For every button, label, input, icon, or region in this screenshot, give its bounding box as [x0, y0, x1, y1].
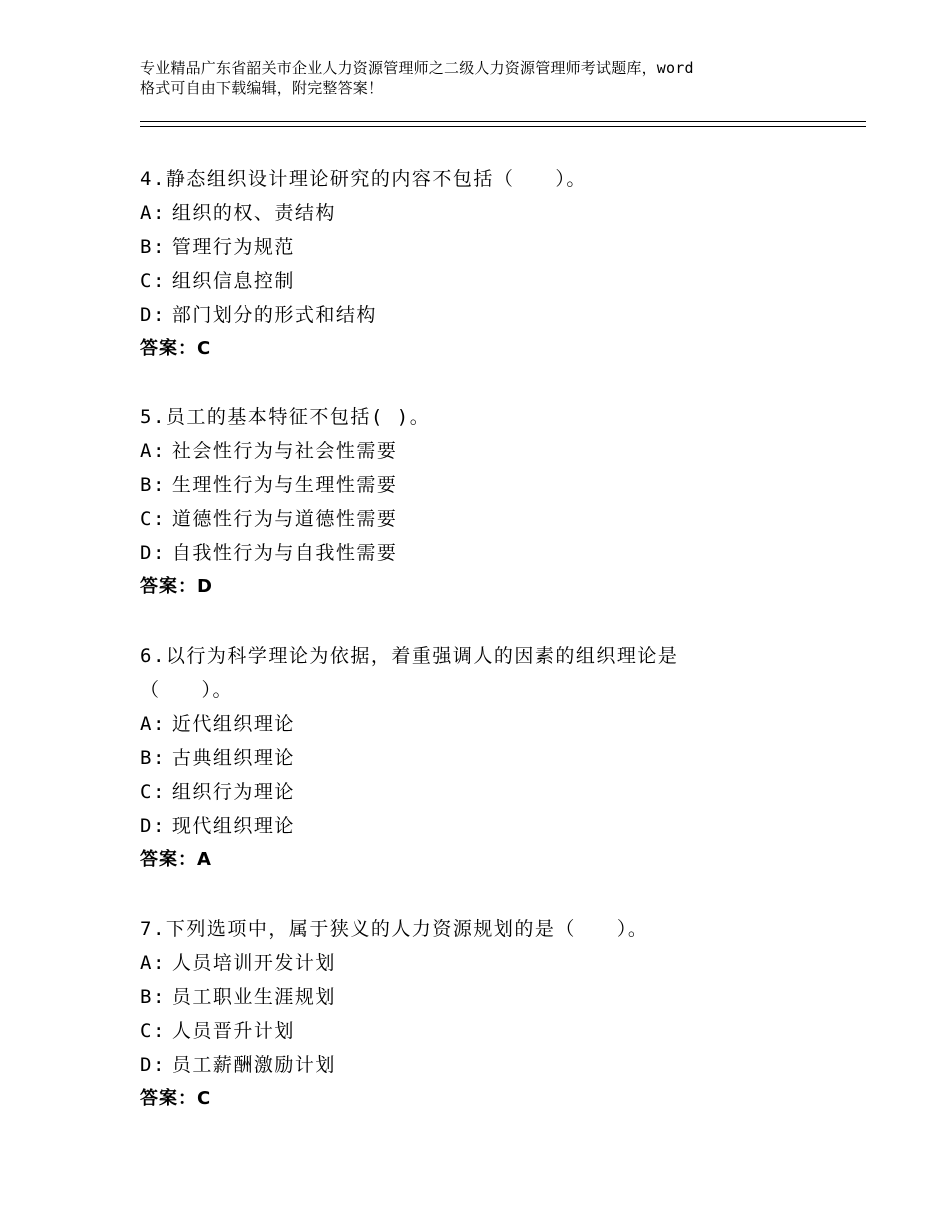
option-letter: C: [140, 1020, 166, 1042]
option-a [140, 707, 860, 741]
option-letter: B: [140, 747, 166, 769]
header-line-2: 格式可自由下载编辑，附完整答案！ [140, 79, 384, 97]
option-text: 现代组织理论 [171, 815, 295, 837]
answer-label: 答案：C [140, 1088, 212, 1109]
option-text: 员工薪酬激励计划 [171, 1054, 336, 1076]
option-letter: C: [140, 508, 166, 530]
option-text: 组织信息控制 [171, 270, 295, 292]
option-text: 人员培训开发计划 [171, 952, 336, 974]
question-block-7 [140, 912, 860, 1116]
option-text: 管理行为规范 [171, 236, 295, 258]
option-text: 道德性行为与道德性需要 [171, 508, 398, 530]
answer-label: 答案：A [140, 849, 212, 870]
option-text: 组织的权、责结构 [171, 202, 336, 224]
option-letter: D: [140, 815, 166, 837]
option-letter: A: [140, 952, 166, 974]
option-text: 近代组织理论 [171, 713, 295, 735]
question-stem: 4.静态组织设计理论研究的内容不包括（ ）。 [140, 168, 587, 190]
question-block-4 [140, 162, 860, 366]
option-text: 员工职业生涯规划 [171, 986, 336, 1008]
option-b [140, 468, 860, 502]
question-stem: 5.员工的基本特征不包括( )。 [140, 406, 431, 428]
option-d [140, 1048, 860, 1082]
option-text: 部门划分的形式和结构 [171, 304, 377, 326]
option-c [140, 1014, 860, 1048]
option-a [140, 434, 860, 468]
option-b [140, 980, 860, 1014]
option-text: 社会性行为与社会性需要 [171, 440, 398, 462]
option-d [140, 809, 860, 843]
option-letter: B: [140, 986, 166, 1008]
header-double-rule [140, 121, 866, 127]
option-letter: C: [140, 270, 166, 292]
option-c [140, 502, 860, 536]
option-d [140, 536, 860, 570]
option-letter: D: [140, 542, 166, 564]
option-text: 自我性行为与自我性需要 [171, 542, 398, 564]
question-stem-line-2: （ ）。 [140, 679, 234, 701]
option-letter: A: [140, 713, 166, 735]
option-text: 古典组织理论 [171, 747, 295, 769]
question-stem: 7.下列选项中，属于狭义的人力资源规划的是（ ）。 [140, 918, 649, 940]
option-text: 组织行为理论 [171, 781, 295, 803]
option-a [140, 946, 860, 980]
question-block-5 [140, 400, 860, 604]
option-letter: A: [140, 202, 166, 224]
option-c [140, 775, 860, 809]
option-text: 生理性行为与生理性需要 [171, 474, 398, 496]
option-letter: C: [140, 781, 166, 803]
option-a [140, 196, 860, 230]
option-b [140, 741, 860, 775]
answer-label: 答案：D [140, 576, 213, 597]
option-letter: A: [140, 440, 166, 462]
option-text: 人员晋升计划 [171, 1020, 295, 1042]
question-block-6 [140, 639, 860, 877]
option-c [140, 264, 860, 298]
option-letter: B: [140, 236, 166, 258]
document-header [140, 58, 840, 98]
option-letter: B: [140, 474, 166, 496]
question-stem-line-1: 6.以行为科学理论为依据，着重强调人的因素的组织理论是 [140, 645, 679, 667]
option-b [140, 230, 860, 264]
option-letter: D: [140, 304, 166, 326]
header-line-1: 专业精品广东省韶关市企业人力资源管理师之二级人力资源管理师考试题库，word [140, 59, 694, 77]
option-d [140, 298, 860, 332]
answer-label: 答案：C [140, 338, 212, 359]
option-letter: D: [140, 1054, 166, 1076]
